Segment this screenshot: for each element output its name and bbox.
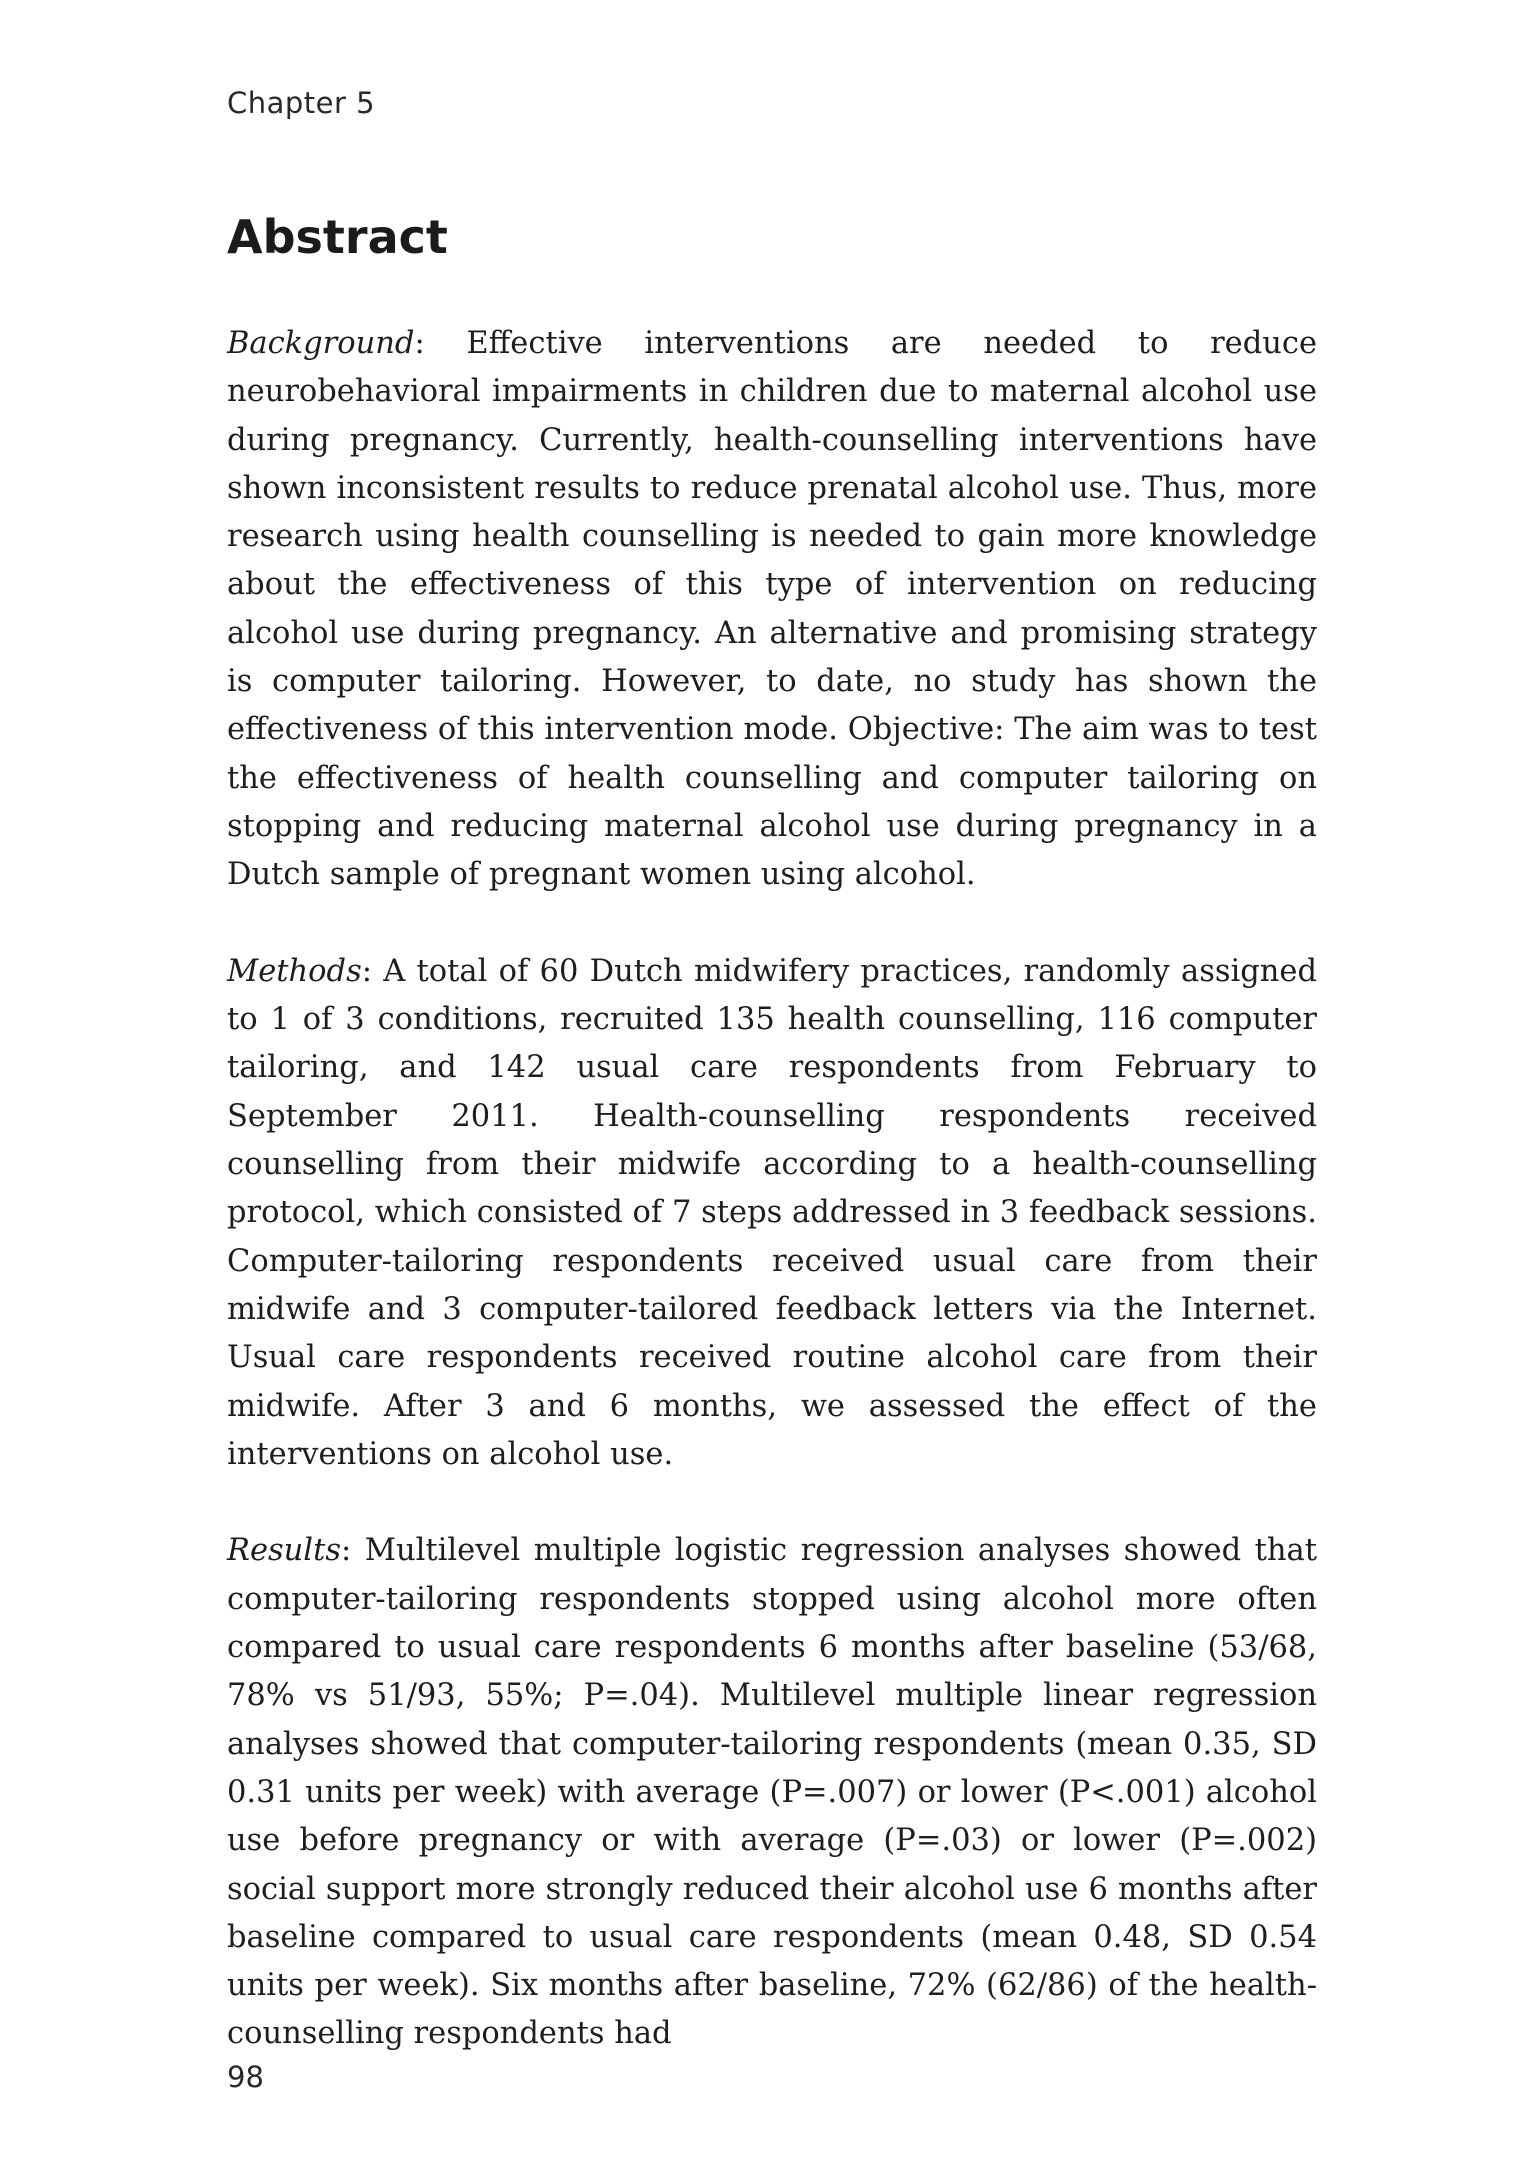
background-lead: Background [227,326,415,361]
background-text: : Effective interventions are needed to reduce neurobehavioral impairments in children due to maternal alcohol use during pregnancy. Currently, health-counselling interventions have shown inconsistent results to reduce prenatal alcohol use. Thus, more research using health counselling is needed to gain more knowledge about the effectiveness of this type of intervention on reducing alcohol use during pregnancy. An alternative and promising strategy is computer tailoring. However, to date, no study has shown the effectiveness of this intervention mode. Objective: The aim was to test the effectiveness of health counselling and computer tailoring on stopping and reducing maternal alcohol use during pregnancy in a Dutch sample of pregnant women using alcohol. [227,326,1317,893]
page-title: Abstract [227,210,448,264]
abstract-body [227,320,1317,2059]
running-head: Chapter 5 [227,86,376,120]
background-paragraph [227,320,1317,900]
methods-text: : A total of 60 Dutch midwifery practices, randomly assigned to 1 of 3 conditions, recruited 135 health counselling, 116 computer tailoring, and 142 usual care respondents from February to September 2011. Health-counselling respondents received counselling from their midwife according to a health-counselling protocol, which consisted of 7 steps addressed in 3 feedback sessions. Computer-tailoring respondents received usual care from their midwife and 3 computer-tailored feedback letters via the Internet. Usual care respondents received routine alcohol care from their midwife. After 3 and 6 months, we assessed the effect of the interventions on alcohol use. [227,953,1317,1472]
results-text: : Multilevel multiple logistic regression analyses showed that computer-tailoring respondents stopped using alcohol more often compared to usual care respondents 6 months after baseline (53/68, 78% vs 51/93, 55%; P=.04). Multilevel multiple linear regression analyses showed that computer-tailoring respondents (mean 0.35, SD 0.31 units per week) with average (P=.007) or lower (P<.001) alcohol use before pregnancy or with average (P=.03) or lower (P=.002) social support more strongly reduced their alcohol use 6 months after baseline compared to usual care respondents (mean 0.48, SD 0.54 units per week). Six months after baseline, 72% (62/86) of the health-counselling respondents had [227,1533,1317,2052]
methods-lead: Methods [227,953,362,989]
results-paragraph [227,1527,1317,2058]
results-lead: Results [227,1533,341,1569]
methods-paragraph [227,948,1317,1479]
page-number: 98 [227,2060,264,2094]
